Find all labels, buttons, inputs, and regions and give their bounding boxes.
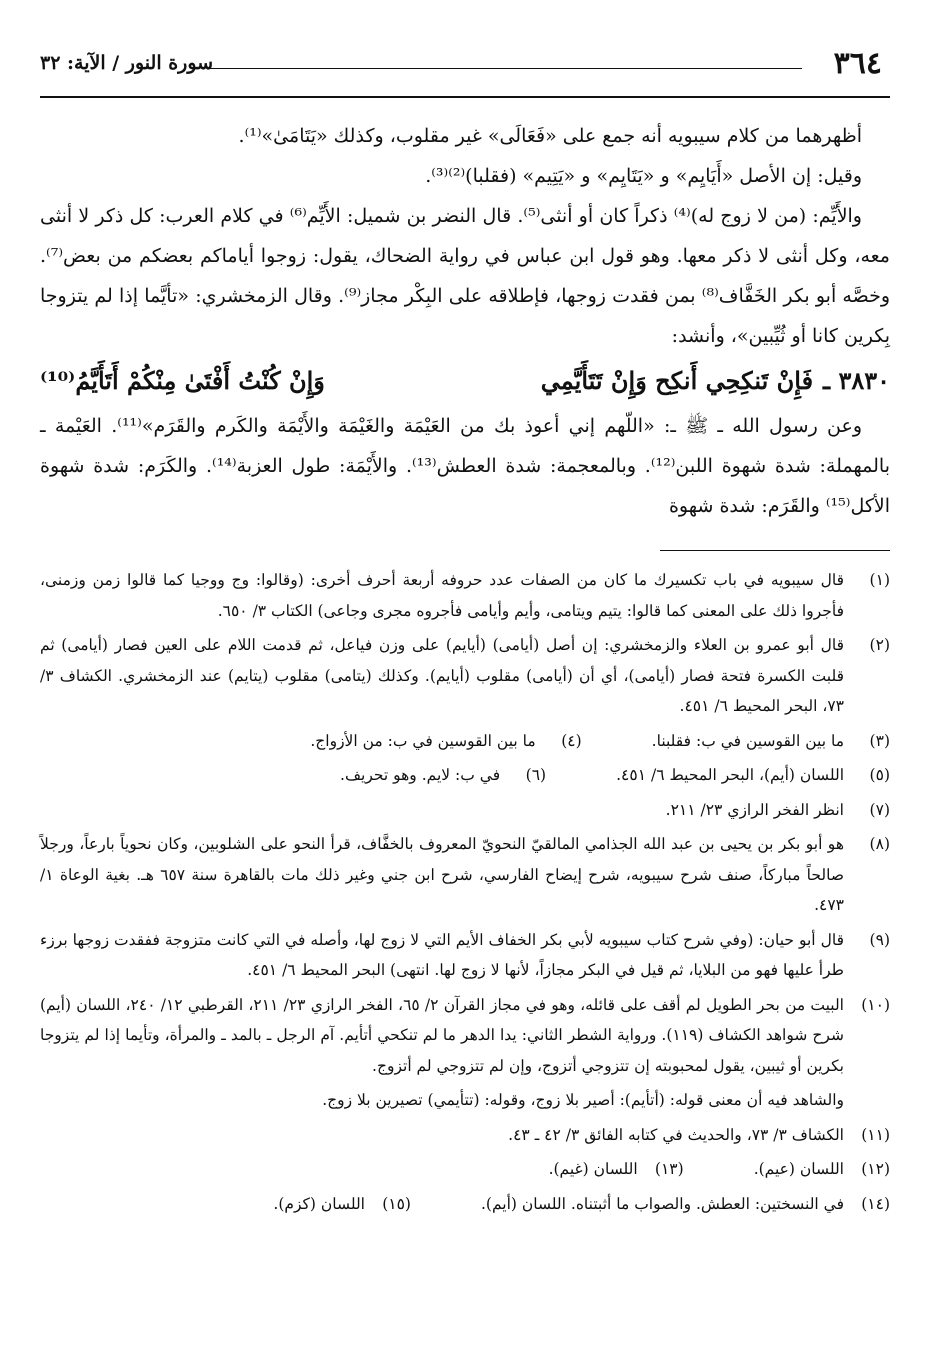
- footnote: [40, 630, 890, 722]
- footnote-continuation: والشاهد فيه أن معنى قوله: (أتأيم): أصير بلا زوج، وقوله: (تتأيمي) تصيرين بلا زوج.: [322, 1091, 844, 1109]
- footnote-text: في ب: لايم. وهو تحريف.: [340, 766, 501, 784]
- verse-first-half: فَإِنْ تَنكِحِي أَنكِح وَإِنْ تَتَأَيَّمِي: [540, 366, 814, 395]
- footnote-text: هو أبو بكر بن يحيى بن عبد الله الجذامي المالقيّ النحويّ المعروف بالخفَّاف، قرأ النحو على الشلوبين، وكان نحوياً بارعاً، ورجلاً صالحاً مباركاً، صنف شرح سيبويه، شرح إيضاح الفارسي، شرح ابن جني وغير ذلك مات بالقاهرة سنة ٦٥٧ هـ. بغية الوعاة ١/ ٤٧٣.: [40, 835, 844, 914]
- footnote: [754, 1154, 890, 1185]
- footnote-number: (١): [869, 571, 890, 589]
- footnotes: [40, 565, 890, 1219]
- footnote: [481, 1189, 890, 1220]
- footnote-number: (١١): [861, 1125, 890, 1144]
- footnote-text: قال أبو عمرو بن العلاء والزمخشري: إن أصل (أيامى) (أيايم) على وزن فياعل، ثم قدمت اللام على العين فصار (أيامى) ثم قلبت الكسرة فتحة فصار (أيامى)، أي أن (أيامى) مقلوب (أيايم). وكذلك (يتامى) مقلوب (يتايم) عند الزمخشري. الكشاف ٣/ ٧٣، البحر المحيط ٦/ ٤٥١.: [40, 636, 844, 715]
- footnote-text: قال سيبويه في باب تكسيرك ما كان من الصفات عدد حروفه أربعة أحرف أخرى: (وقالوا: وج ووجيا كما قالوا زمن وزمنى، فأجروا ذلك على المعنى كما قالوا: يتيم ويتامى، وأيم وأيامى فأجروه مجرى وجاعى) الكتاب ٣/ ٦٥٠.: [40, 571, 844, 620]
- footnote-text: الكشاف ٣/ ٧٣، والحديث في كتابه الفائق ٣/ ٤٢ ـ ٤٣.: [508, 1125, 844, 1144]
- footnote-text: قال أبو حيان: (وفي شرح كتاب سيبويه لأبي بكر الخفاف الأيم التي لا زوج لها، وأصله في التي كانت متزوجة ففقدت زوجها برزء طرأ عليها فهو من البلايا، ثم قيل في البكر مجازاً، لأنها لا زوج لها. انتهى) البحر المحيط ٦/ ٤٥١.: [40, 930, 844, 979]
- footnote-number: (٧): [869, 800, 890, 819]
- footnote-separator: [660, 550, 890, 551]
- footnote-text: اللسان (عيم).: [753, 1160, 844, 1178]
- footnote-text: اللسان (غيم).: [548, 1160, 638, 1178]
- footnote-text: البيت من بحر الطويل لم أقف على قائله، وهو في مجاز القرآن ٢/ ٦٥، الفخر الرازي ٢٣/ ٢١١، القرطبي ١٢/ ٢٤٠، اللسان (أيم) شرح شواهد الكشاف (١١٩). ورواية الشطر الثاني: يدا الدهر ما لم تنكحي أتأيم. آم الرجل ـ بالمد ـ والمرأة، وتأيما إذا لم يتزوجا بكرين أو ثيبين، يقول لمحبوبته إن تتزوجي أتزوج، وإن لم تتزوجي لم أتزوج.: [40, 995, 844, 1075]
- footnote: [40, 829, 890, 921]
- paragraph: وقيل: إن الأصل «أَيَايِم» و «يَتَايِم» و «يَتِيم» (فقلبا)⁽²⁾⁽³⁾.: [425, 165, 862, 187]
- paragraph: والأَيِّم: (من لا زوج له)⁽⁴⁾ ذكراً كان أو أنثى⁽⁵⁾. قال النضر بن شميل: الأَيِّم⁽⁶⁾ في كلام العرب: كل ذكر لا أنثى معه، وكل أنثى لا ذكر معها. وهو قول ابن عباس في رواية الضحاك، يقول: زوجوا أياماكم بعضكم من بعض⁽⁷⁾. وخصَّه أبو بكر الخَفَّاف⁽⁸⁾ بمن فقدت زوجها، فإطلاقه على البِكْر مجاز⁽⁹⁾. وقال الزمخشري: «تأيَّما إذا لم يتزوجا بِكرين كانا أو ثُيِّبين»، وأنشد:: [40, 205, 890, 347]
- poetry-verse: [40, 358, 890, 404]
- footnote-number: (١٣): [654, 1160, 684, 1178]
- footnote-number: (٤): [561, 731, 582, 750]
- paragraph: وعن رسول الله ـ ﷺ ـ: «اللّهم إني أعوذ بك من العَيْمَة والغَيْمَة والأَيْمَة والكَرم والقَرَم»⁽¹¹⁾. العَيْمة ـ بالمهملة: شدة شهوة اللبن⁽¹²⁾. وبالمعجمة: شدة العطش⁽¹³⁾. والأَيْمَة: طول العزبة⁽¹⁴⁾. والكَرَم: شدة شهوة الأكل⁽¹⁵⁾ والقَرَم: شدة شهوة: [40, 415, 891, 517]
- footnote: [40, 925, 890, 986]
- footnote-text: ما بين القوسين في ب: فقلبنا.: [651, 731, 844, 750]
- footnote-number: (٣): [869, 731, 890, 750]
- paragraph: أظهرهما من كلام سيبويه أنه جمع على «فَعَالَى» غير مقلوب، وكذلك «يَتَامَىٰ»⁽¹⁾.: [238, 125, 862, 147]
- footnote-pair: [40, 726, 890, 757]
- header-rule: [208, 68, 802, 69]
- book-page: [40, 40, 890, 1223]
- page-number: ٣٦٤: [833, 46, 882, 81]
- page-header: [40, 40, 890, 98]
- footnote-text: انظر الفخر الرازي ٢٣/ ٢١١.: [665, 800, 844, 819]
- footnote-text: ما بين القوسين في ب: من الأزواج.: [310, 731, 536, 750]
- footnote-number: (١٥): [382, 1194, 411, 1213]
- footnote: [273, 1189, 411, 1220]
- footnote: [40, 795, 890, 826]
- footnote-text: اللسان (أيم)، البحر المحيط ٦/ ٤٥١.: [616, 766, 844, 784]
- footnote: [652, 726, 890, 757]
- footnote: [549, 1154, 684, 1185]
- footnote-pair: [40, 1154, 890, 1185]
- footnote-text: في النسختين: العطش. والصواب ما أثبتناه. اللسان (أيم).: [480, 1194, 844, 1213]
- footnote-text: اللسان (كزم).: [273, 1194, 365, 1213]
- footnote-number: (٦): [525, 766, 547, 784]
- verse-second-half: وَإِنْ كُنْتُ أَفْتَىٰ مِنْكُمْ أَتَأَيَّمُ⁽¹⁰⁾: [39, 366, 325, 395]
- footnote-number: (١٤): [861, 1194, 890, 1213]
- footnote: [40, 1120, 890, 1151]
- footnote-number: (٨): [869, 835, 890, 853]
- footnote-pair: [40, 760, 890, 791]
- footnote-number: (٥): [869, 766, 890, 784]
- footnote-number: (١٢): [861, 1160, 890, 1178]
- footnote: [310, 726, 581, 757]
- verse-number: ٣٨٣٠ ـ: [823, 366, 890, 395]
- main-text: [40, 116, 890, 526]
- footnote-number: (٩): [869, 930, 890, 949]
- footnote: [616, 760, 890, 791]
- running-head: سورة النور / الآية: ٣٢: [40, 52, 214, 74]
- footnote-number: (٢): [869, 636, 890, 654]
- footnote: [40, 565, 890, 626]
- footnote-pair: [40, 1189, 890, 1220]
- footnote-number: (١٠): [861, 995, 890, 1014]
- footnote: [340, 760, 546, 791]
- footnote: [40, 990, 890, 1082]
